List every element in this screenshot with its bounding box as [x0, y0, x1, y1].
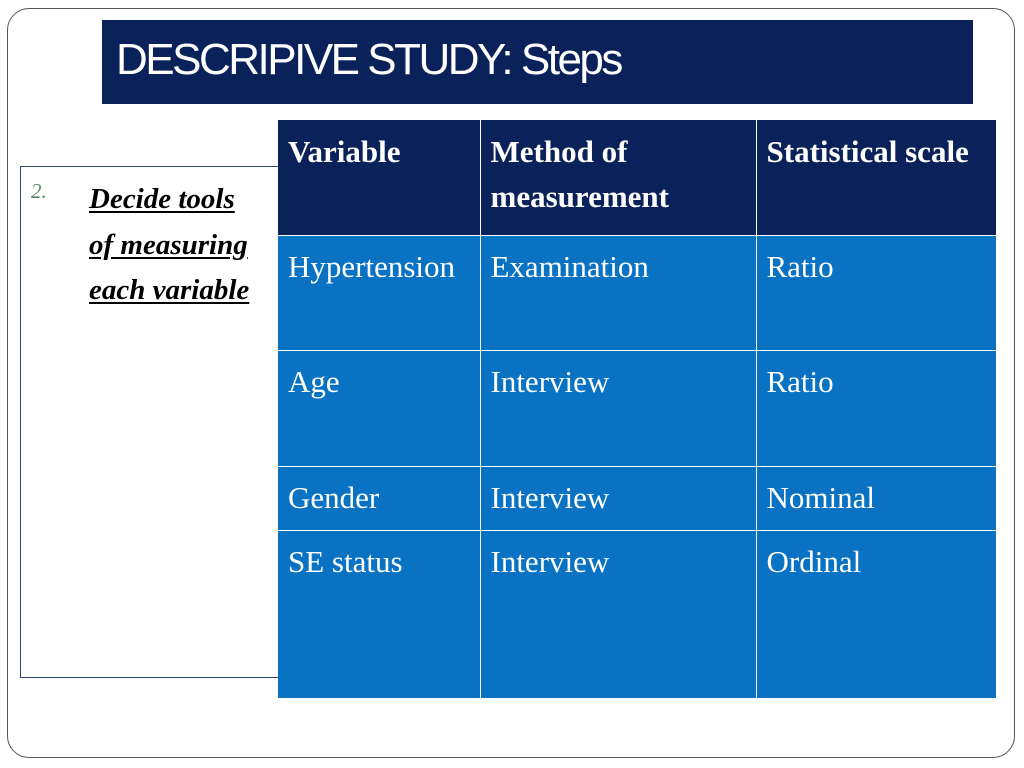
- cell-method: Interview: [480, 466, 756, 530]
- cell-scale: Ratio: [756, 350, 996, 466]
- header-method-of-measurement: Method of measurement: [480, 120, 756, 235]
- table-row: [278, 530, 996, 698]
- header-statistical-scale: Statistical scale: [756, 120, 996, 235]
- title-bar: [102, 20, 973, 104]
- slide-title: DESCRIPIVE STUDY: Steps: [116, 35, 621, 84]
- cell-scale: Ratio: [756, 235, 996, 350]
- cell-method: Interview: [480, 530, 756, 698]
- cell-variable: Age: [278, 350, 480, 466]
- step-number: 2.: [31, 179, 47, 203]
- cell-scale: Ordinal: [756, 530, 996, 698]
- header-variable: Variable: [278, 120, 480, 235]
- cell-method: Interview: [480, 350, 756, 466]
- variables-table: [278, 120, 996, 698]
- cell-variable: Hypertension: [278, 235, 480, 350]
- cell-variable: Gender: [278, 466, 480, 530]
- table-row: [278, 235, 996, 350]
- cell-method: Examination: [480, 235, 756, 350]
- cell-variable: SE status: [278, 530, 480, 698]
- table-row: [278, 466, 996, 530]
- cell-scale: Nominal: [756, 466, 996, 530]
- table-row: [278, 350, 996, 466]
- step-box: [20, 166, 279, 678]
- step-text: Decide tools of measuring each variable: [89, 183, 250, 306]
- table-header-row: [278, 120, 996, 235]
